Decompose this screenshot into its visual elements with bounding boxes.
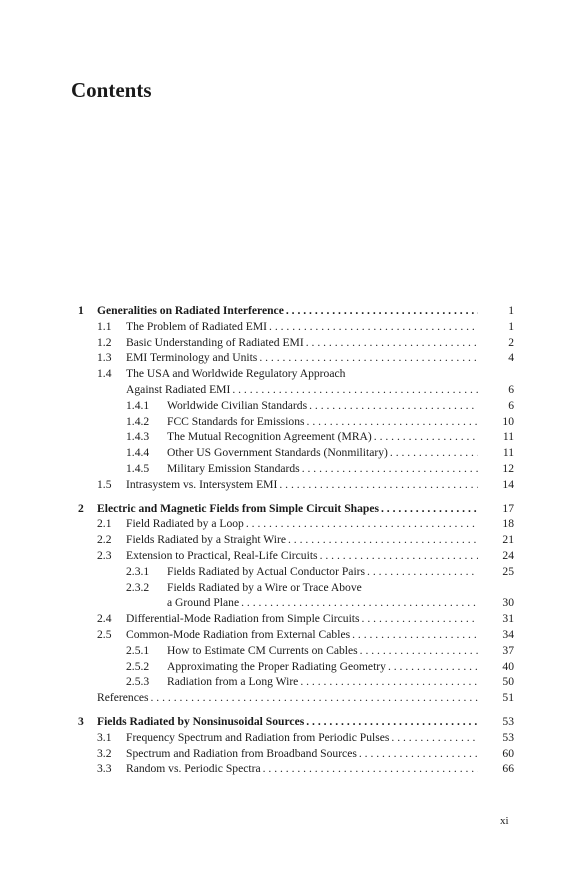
toc-entry-number: 1.4.4 [126,446,150,460]
toc-entry [78,350,514,366]
toc-entry-page: 6 [478,398,514,414]
toc-entry-title: Against Radiated EMI [126,382,231,396]
toc-entry-page: 1 [478,319,514,335]
toc-entry-page: 21 [478,532,514,548]
toc-entry-title: Intrasystem vs. Intersystem EMI [126,477,278,491]
toc-entry-number: 1.1 [97,319,112,333]
toc-entry-title: The USA and Worldwide Regulatory Approach [126,367,346,381]
toc-entry-page: 17 [478,501,514,517]
toc-entry [78,382,514,398]
toc-entry-page: 14 [478,477,514,493]
toc-entry-title: Generalities on Radiated Interference [97,304,284,317]
toc-entry [78,761,514,777]
toc-entry-page: 24 [478,548,514,564]
toc-entry-number: 2.3 [97,548,112,562]
toc-entry-number: 1.4.1 [126,398,150,412]
toc-entry [78,445,514,461]
toc-entry-page: 37 [478,643,514,659]
toc-entry-title: The Mutual Recognition Agreement (MRA) [167,430,372,444]
toc-entry-number: 1 [78,304,84,317]
toc-entry [78,643,514,659]
toc-entry [78,548,514,564]
toc-entry [78,414,514,430]
toc-entry [78,477,514,493]
toc-entry-page: 4 [478,350,514,366]
toc-entry [78,580,514,596]
toc-entry [78,746,514,762]
toc-entry-title: Fields Radiated by a Straight Wire [126,533,286,547]
toc-entry-number: 2.5 [97,627,112,641]
toc-entry-title: a Ground Plane [167,596,240,610]
toc-entry-page: 40 [478,659,514,675]
toc-entry [78,627,514,643]
toc-entry-number: 2.5.3 [126,675,150,689]
toc-entry-title: Approximating the Proper Radiating Geometry [167,659,386,673]
toc-entry-page: 1 [478,303,514,319]
toc-entry-number: 2.1 [97,517,112,531]
toc-entry-number: 1.4.5 [126,461,150,475]
toc-entry-number: 1.4.3 [126,430,150,444]
toc-entry [78,319,514,335]
toc-entry-number: 2.5.1 [126,643,150,657]
toc-entry-page: 34 [478,627,514,643]
toc-entry [78,595,514,611]
toc-entry-number: 3.3 [97,762,112,776]
toc-entry [78,730,514,746]
toc-entry-title: Differential-Mode Radiation from Simple Circuits [126,612,360,626]
toc-entry-title: Worldwide Civilian Standards [167,398,308,412]
toc-entry-title: Spectrum and Radiation from Broadband Sources [126,746,357,760]
toc-entry-title: Fields Radiated by Nonsinusoidal Sources [97,714,305,728]
toc-entry-page: 10 [478,414,514,430]
toc-entry-page: 51 [478,690,514,706]
toc-entry-number: 2.4 [97,612,112,626]
toc-entry-title: How to Estimate CM Currents on Cables [167,643,358,657]
toc-entry-number: 1.3 [97,351,112,365]
table-of-contents [78,303,514,777]
toc-entry-number: 1.4.2 [126,414,150,428]
toc-entry [78,611,514,627]
toc-entry-page: 11 [478,445,514,461]
toc-entry [78,366,514,382]
toc-entry-number: 2 [78,501,84,515]
toc-entry-number: 1.2 [97,335,112,349]
toc-entry-page: 11 [478,429,514,445]
toc-chapter-entry [78,501,514,517]
toc-entry [78,429,514,445]
page-title: Contents [71,78,152,102]
toc-entry-page: 18 [478,516,514,532]
toc-entry-number: 1.4 [97,367,112,381]
toc-entry-page: 2 [478,335,514,351]
toc-entry-title: Frequency Spectrum and Radiation from Periodic Pulses [126,730,390,744]
toc-entry [78,564,514,580]
toc-entry-number: 3.2 [97,746,112,760]
toc-entry-page: 12 [478,461,514,477]
toc-entry-title: Extension to Practical, Real-Life Circuits [126,548,318,562]
toc-entry-number: 2.3.1 [126,564,150,578]
toc-entry [78,461,514,477]
toc-entry-number: 2.5.2 [126,659,150,673]
toc-entry-title: EMI Terminology and Units [126,351,258,365]
toc-entry-page: 6 [478,382,514,398]
toc-entry [78,532,514,548]
toc-entry [78,674,514,690]
toc-entry-page: 53 [478,730,514,746]
toc-entry-title: Fields Radiated by a Wire or Trace Above [167,580,362,594]
toc-entry-number: 2.3.2 [126,580,150,594]
toc-entry-number: 3 [78,714,84,728]
toc-entry-page: 66 [478,761,514,777]
toc-entry-page: 30 [478,595,514,611]
toc-entry-page: 53 [478,714,514,730]
toc-entry-title: Basic Understanding of Radiated EMI [126,335,304,349]
toc-entry-title: Fields Radiated by Actual Conductor Pairs [167,564,366,578]
toc-entry-page: 60 [478,746,514,762]
toc-entry-title: Military Emission Standards [167,461,300,475]
toc-entry-page: 50 [478,674,514,690]
toc-entry-title: Field Radiated by a Loop [126,517,244,531]
toc-entry-title: FCC Standards for Emissions [167,414,305,428]
page-number: xi [500,815,509,827]
toc-entry-number: 2.2 [97,533,112,547]
toc-entry-title: Other US Government Standards (Nonmilitary) [167,446,388,460]
toc-chapter-entry [78,303,514,319]
toc-entry-page: 31 [478,611,514,627]
toc-entry-title: Radiation from a Long Wire [167,675,299,689]
toc-entry-number: 3.1 [97,730,112,744]
toc-entry-title: Random vs. Periodic Spectra [126,762,261,776]
toc-entry [78,398,514,414]
toc-entry-number: 1.5 [97,477,112,491]
toc-entry-title: The Problem of Radiated EMI [126,319,268,333]
toc-entry [78,335,514,351]
toc-entry [78,659,514,675]
toc-chapter-entry [78,714,514,730]
toc-entry-title: Electric and Magnetic Fields from Simple Circuit Shapes [97,501,379,515]
toc-entry-page: 25 [478,564,514,580]
toc-entry [78,690,514,706]
toc-entry [78,516,514,532]
toc-entry-title: Common-Mode Radiation from External Cables [126,627,351,641]
toc-entry-title: References [97,691,149,705]
